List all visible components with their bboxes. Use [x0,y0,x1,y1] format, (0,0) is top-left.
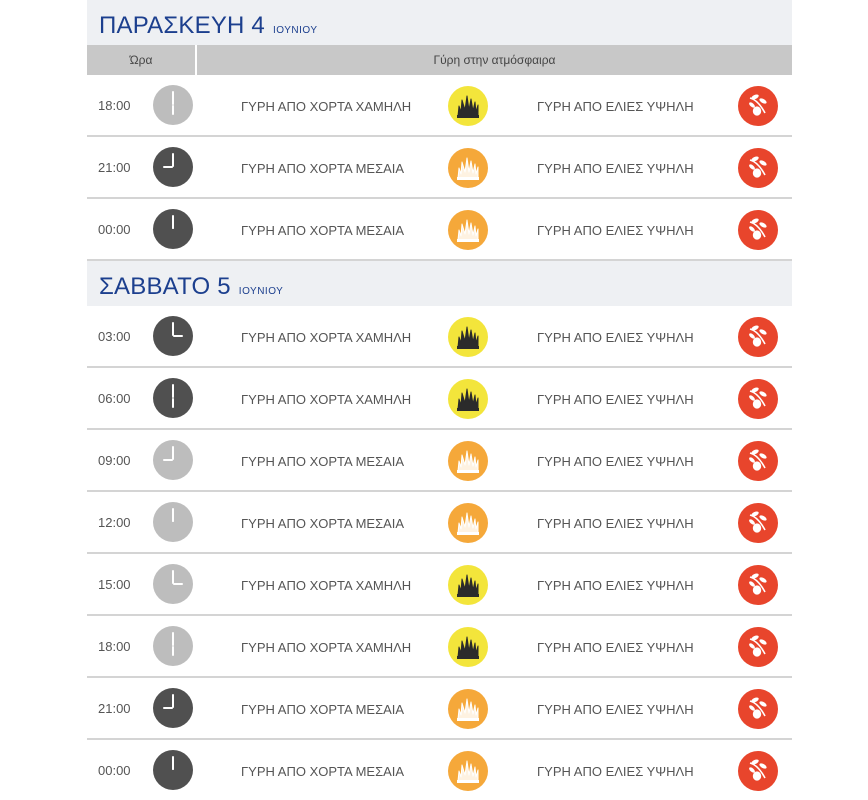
clock-icon [153,316,193,356]
clock-minute-hand [172,446,174,460]
clock-minute-hand [172,694,174,708]
grass-low-icon [448,379,488,419]
day-month: ΙΟΥΝΙΟΥ [272,25,318,36]
clock-hour-hand [172,398,174,408]
olive-branch-icon [738,689,778,729]
day-month: ΙΟΥΝΙΟΥ [238,286,284,297]
clock-icon [153,147,193,187]
grass-pollen-text: ΓΥΡΗ ΑΠΟ ΧΟΡΤΑ ΧΑΜΗΛΗ [241,99,412,114]
day-title: ΣΑΒΒΑΤΟ 5 [99,273,231,300]
forecast-row [87,75,792,137]
clock-hour-hand [163,459,173,461]
forecast-row [87,430,792,492]
clock-hour-hand [173,583,183,585]
row-time: 21:00 [98,159,131,175]
clock-minute-hand [172,322,174,336]
clock-icon [153,626,193,666]
forecast-row [87,492,792,554]
clock-minute-hand [172,384,174,398]
column-header-row [87,45,792,75]
grass-medium-icon [448,503,488,543]
clock-minute-hand [172,632,174,646]
olive-pollen-text: ΓΥΡΗ ΑΠΟ ΕΛΙΕΣ ΥΨΗΛΗ [537,578,694,593]
clock-hour-hand [172,760,174,770]
olive-branch-icon [738,379,778,419]
day-title: ΠΑΡΑΣΚΕΥΗ 4 [99,12,265,39]
row-time: 18:00 [98,638,131,654]
olive-pollen-text: ΓΥΡΗ ΑΠΟ ΕΛΙΕΣ ΥΨΗΛΗ [537,454,694,469]
clock-hour-hand [173,335,183,337]
forecast-row [87,616,792,678]
grass-pollen-text: ΓΥΡΗ ΑΠΟ ΧΟΡΤΑ ΧΑΜΗΛΗ [241,392,412,407]
clock-icon [153,688,193,728]
forecast-row [87,678,792,740]
olive-branch-icon [738,148,778,188]
row-time: 00:00 [98,762,131,778]
row-time: 06:00 [98,390,131,406]
olive-pollen-text: ΓΥΡΗ ΑΠΟ ΕΛΙΕΣ ΥΨΗΛΗ [537,516,694,531]
olive-pollen-text: ΓΥΡΗ ΑΠΟ ΕΛΙΕΣ ΥΨΗΛΗ [537,161,694,176]
day-header [87,261,792,306]
clock-icon [153,378,193,418]
clock-minute-hand [172,153,174,167]
olive-branch-icon [738,751,778,791]
day-rows [87,75,792,261]
olive-branch-icon [738,627,778,667]
clock-hour-hand [172,646,174,656]
row-time: 15:00 [98,576,131,592]
row-time: 00:00 [98,221,131,237]
forecast-row [87,306,792,368]
column-pollen-header: Γύρη στην ατμόσφαιρα [433,53,556,67]
grass-medium-icon [448,689,488,729]
column-hour-header: Ώρα [87,45,197,75]
clock-hour-hand [163,166,173,168]
clock-hour-hand [172,512,174,522]
clock-minute-hand [172,570,174,584]
clock-icon [153,85,193,125]
grass-medium-icon [448,751,488,791]
clock-hour-hand [163,707,173,709]
clock-icon [153,502,193,542]
grass-medium-icon [448,148,488,188]
clock-icon [153,564,193,604]
clock-icon [153,209,193,249]
olive-pollen-text: ΓΥΡΗ ΑΠΟ ΕΛΙΕΣ ΥΨΗΛΗ [537,330,694,345]
olive-branch-icon [738,86,778,126]
grass-pollen-text: ΓΥΡΗ ΑΠΟ ΧΟΡΤΑ ΜΕΣΑΙΑ [241,764,405,779]
forecast-row [87,199,792,261]
grass-pollen-text: ΓΥΡΗ ΑΠΟ ΧΟΡΤΑ ΜΕΣΑΙΑ [241,161,405,176]
day-header [87,0,792,45]
olive-branch-icon [738,317,778,357]
day-rows [87,306,792,800]
row-time: 18:00 [98,97,131,113]
forecast-row [87,740,792,800]
olive-branch-icon [738,210,778,250]
clock-minute-hand [172,91,174,105]
olive-pollen-text: ΓΥΡΗ ΑΠΟ ΕΛΙΕΣ ΥΨΗΛΗ [537,392,694,407]
row-time: 03:00 [98,328,131,344]
grass-pollen-text: ΓΥΡΗ ΑΠΟ ΧΟΡΤΑ ΧΑΜΗΛΗ [241,578,412,593]
grass-pollen-text: ΓΥΡΗ ΑΠΟ ΧΟΡΤΑ ΜΕΣΑΙΑ [241,702,405,717]
grass-medium-icon [448,441,488,481]
grass-low-icon [448,86,488,126]
grass-low-icon [448,565,488,605]
forecast-row [87,554,792,616]
olive-pollen-text: ΓΥΡΗ ΑΠΟ ΕΛΙΕΣ ΥΨΗΛΗ [537,640,694,655]
grass-medium-icon [448,210,488,250]
forecast-row [87,137,792,199]
row-time: 21:00 [98,700,131,716]
pollen-forecast-panel [87,0,792,800]
grass-pollen-text: ΓΥΡΗ ΑΠΟ ΧΟΡΤΑ ΜΕΣΑΙΑ [241,223,405,238]
row-time: 12:00 [98,514,131,530]
clock-icon [153,440,193,480]
olive-pollen-text: ΓΥΡΗ ΑΠΟ ΕΛΙΕΣ ΥΨΗΛΗ [537,99,694,114]
clock-icon [153,750,193,790]
grass-low-icon [448,627,488,667]
forecast-row [87,368,792,430]
grass-pollen-text: ΓΥΡΗ ΑΠΟ ΧΟΡΤΑ ΜΕΣΑΙΑ [241,454,405,469]
grass-pollen-text: ΓΥΡΗ ΑΠΟ ΧΟΡΤΑ ΜΕΣΑΙΑ [241,516,405,531]
olive-pollen-text: ΓΥΡΗ ΑΠΟ ΕΛΙΕΣ ΥΨΗΛΗ [537,764,694,779]
grass-low-icon [448,317,488,357]
clock-hour-hand [172,105,174,115]
row-time: 09:00 [98,452,131,468]
olive-pollen-text: ΓΥΡΗ ΑΠΟ ΕΛΙΕΣ ΥΨΗΛΗ [537,702,694,717]
grass-pollen-text: ΓΥΡΗ ΑΠΟ ΧΟΡΤΑ ΧΑΜΗΛΗ [241,640,412,655]
olive-branch-icon [738,565,778,605]
olive-branch-icon [738,441,778,481]
clock-hour-hand [172,219,174,229]
grass-pollen-text: ΓΥΡΗ ΑΠΟ ΧΟΡΤΑ ΧΑΜΗΛΗ [241,330,412,345]
olive-pollen-text: ΓΥΡΗ ΑΠΟ ΕΛΙΕΣ ΥΨΗΛΗ [537,223,694,238]
olive-branch-icon [738,503,778,543]
